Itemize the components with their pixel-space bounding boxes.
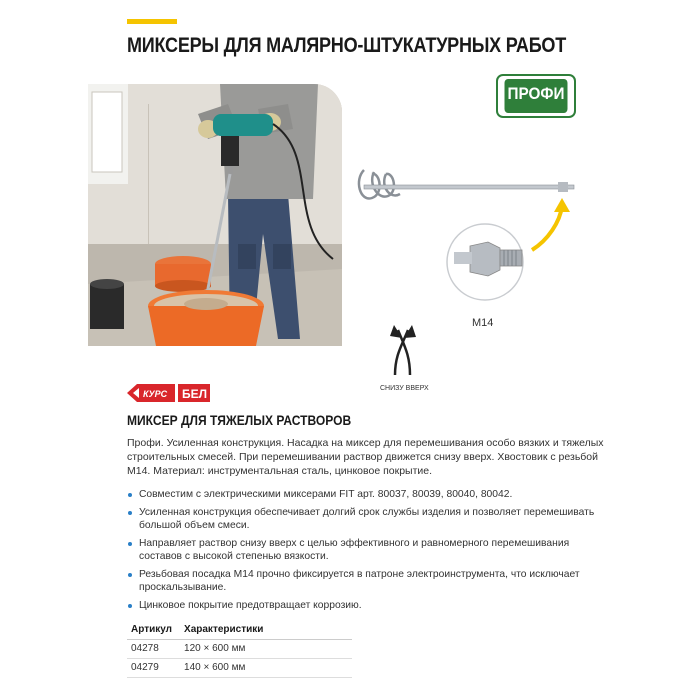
thread-label: M14	[472, 317, 494, 329]
zoom-arrowhead-icon	[554, 198, 570, 212]
feature-list	[127, 488, 602, 616]
brand-tag: БЕЛ	[182, 387, 208, 401]
mixer-schematic	[350, 150, 600, 400]
product-photo	[88, 84, 342, 346]
feature-item: Усиленная конструкция обеспечивает долгий срок службы изделия и позволяет перемешивать большой объем смеси.	[127, 506, 602, 533]
product-subtitle: МИКСЕР ДЛЯ ТЯЖЕЛЫХ РАСТВОРОВ	[127, 412, 352, 428]
mixer-diagram	[350, 150, 600, 400]
flow-arrowhead-left-icon	[390, 325, 402, 338]
feature-item: Цинковое покрытие предотвращает коррозию.	[127, 599, 602, 613]
accent-bar	[127, 19, 177, 24]
table-row	[127, 640, 352, 659]
article-cell: 04279	[127, 659, 180, 678]
feature-item: Совместим с электрическими миксерами FIT арт. 80037, 80039, 80040, 80042.	[127, 488, 602, 502]
brand-logo	[127, 382, 223, 409]
profi-badge	[496, 74, 576, 118]
feature-item: Направляет раствор снизу вверх с целью эффективного и равномерного перемешивания составов с высокой степенью вязкости.	[127, 537, 602, 564]
size-cell: 120 × 600 мм	[180, 640, 352, 659]
product-description: Профи. Усиленная конструкция. Насадка на миксер для перемешивания особо вязких и тяжелых строительных смесей. При перемешивании раствор движется снизу вверх. Хвостовик с резьбой М14. Материал: инструментальная сталь, цинковое покрытие.	[127, 437, 604, 477]
flow-arrowhead-right-icon	[404, 325, 416, 338]
column-header-characteristics: Характеристики	[180, 621, 352, 640]
column-header-article: Артикул	[127, 621, 180, 640]
spec-header-row	[127, 621, 352, 640]
thread-closeup	[447, 224, 523, 300]
article-cell: 04278	[127, 640, 180, 659]
worker-mixing-illustration	[88, 84, 342, 346]
direction-label: СНИЗУ ВВЕРХ	[380, 385, 429, 392]
spec-table	[127, 621, 352, 678]
kurs-logo-icon	[127, 382, 223, 404]
profi-badge-label: ПРОФИ	[505, 79, 568, 113]
shaft-collar	[558, 182, 568, 192]
mixer-paddle-icon	[359, 170, 400, 198]
mixer-shaft	[364, 185, 574, 189]
page-title: МИКСЕРЫ ДЛЯ МАЛЯРНО-ШТУКАТУРНЫХ РАБОТ	[127, 34, 566, 57]
size-cell: 140 × 600 мм	[180, 659, 352, 678]
logo-text: КУРС	[143, 389, 168, 399]
zoom-arrow-icon	[532, 206, 562, 250]
table-row	[127, 659, 352, 678]
feature-item: Резьбовая посадка М14 прочно фиксируется в патроне электроинструмента, что исключает проскальзывание.	[127, 568, 602, 595]
